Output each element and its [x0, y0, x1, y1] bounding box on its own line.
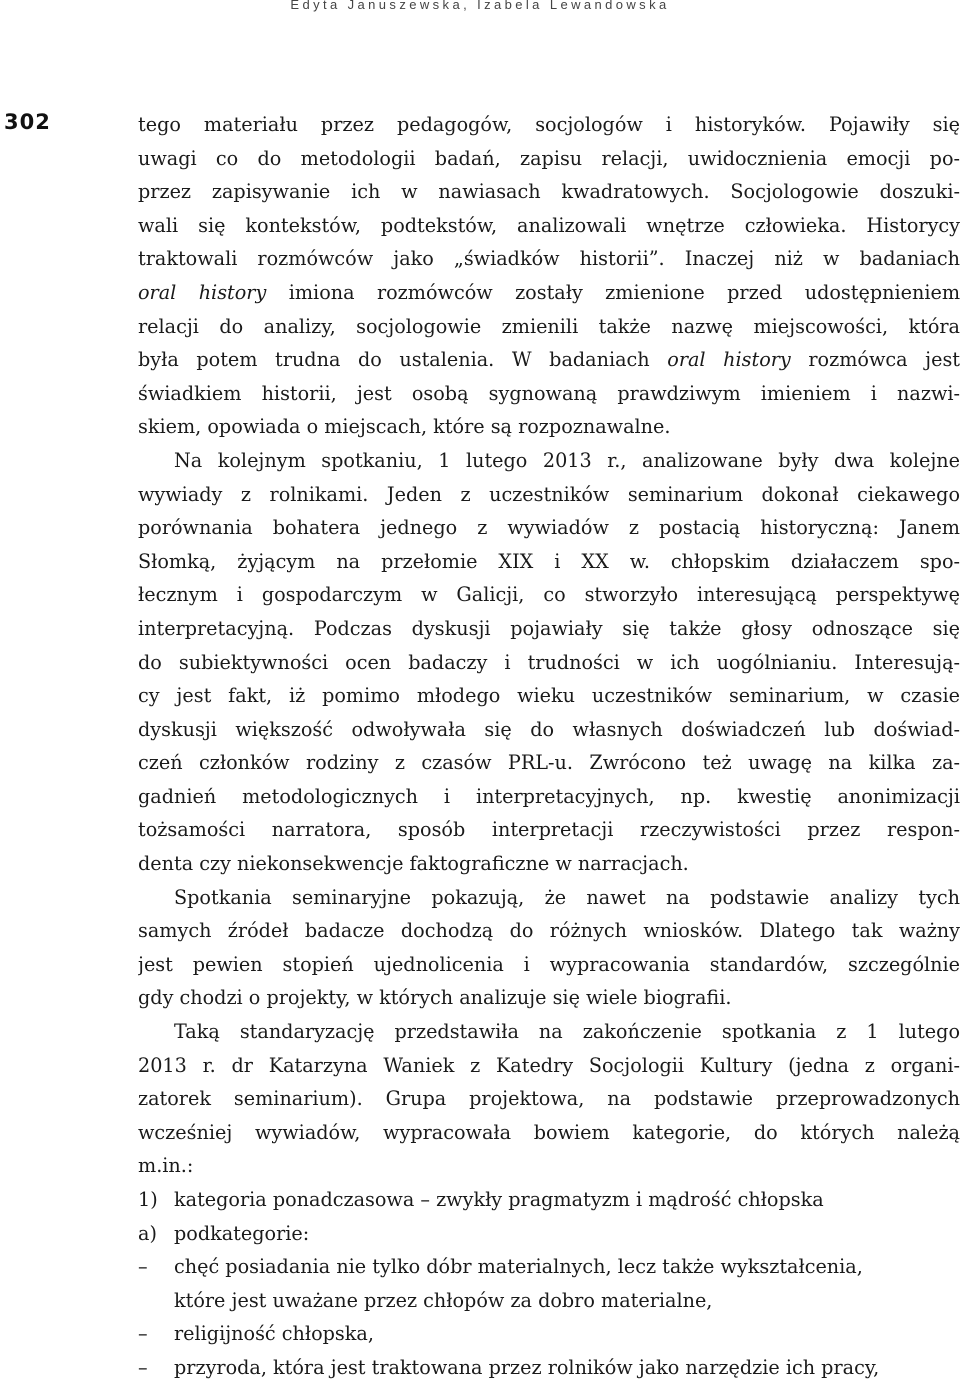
- list-item: [138, 1217, 960, 1251]
- text-line: gadnień metodologicznych i interpretacyjnych, np. kwestię anonimizacji: [138, 784, 960, 808]
- text-segment: rozmówca jest: [790, 348, 960, 372]
- text-line: skiem, opowiada o miejscach, które są rozpoznawalne.: [138, 415, 671, 439]
- text-line: Taką standaryzację przedstawiła na zakończenie spotkania z 1 lutego: [174, 1020, 960, 1044]
- list-item: [138, 1284, 960, 1318]
- list-item-text: przyroda, która jest traktowana przez rolników jako narzędzie ich pracy,: [174, 1355, 880, 1379]
- text-line: wali się kontekstów, podtekstów, analizowali wnętrze człowieka. Historycy: [138, 213, 960, 237]
- text-line: czeń członków rodziny z czasów PRL-u. Zwrócono też uwagę na kilka za-: [138, 751, 960, 775]
- list-item: [138, 1351, 960, 1385]
- text-line: [138, 343, 960, 377]
- list-marker: –: [138, 1255, 148, 1279]
- list-marker: a): [138, 1221, 157, 1245]
- text-line: tego materiału przez pedagogów, socjologów i historyków. Pojawiły się: [138, 113, 960, 136]
- text-line: do subiektywności ocen badaczy i trudności w ich uogólnianiu. Interesują-: [138, 650, 960, 674]
- text-line: łecznym i gospodarczym w Galicji, co stworzyło interesującą perspektywę: [138, 583, 960, 607]
- text-line: traktowali rozmówców jako „świadków historii”. Inaczej niż w badaniach: [138, 247, 960, 271]
- running-head: [0, 0, 960, 36]
- text-line: dyskusji większość odwoływała się do własnych doświadczeń lub doświad-: [138, 717, 960, 741]
- text-segment: była potem trudna do ustalenia. W badaniach: [138, 348, 668, 372]
- text-line: [138, 276, 960, 310]
- list-item: [138, 1317, 960, 1351]
- text-line: cy jest fakt, iż pomimo młodego wieku uczestników seminarium, w czasie: [138, 684, 960, 708]
- text-line: m.in.:: [138, 1154, 194, 1178]
- text-segment: imiona rozmówców zostały zmienione przed udostępnieniem: [266, 280, 960, 304]
- text-line: relacji do analizy, socjologowie zmienili także nazwę miejscowości, która: [138, 314, 960, 338]
- text-line: 2013 r. dr Katarzyna Waniek z Katedry Socjologii Kultury (jedna z organi-: [138, 1053, 960, 1077]
- list-marker: –: [138, 1322, 148, 1346]
- list-item-text: religijność chłopska,: [174, 1322, 374, 1346]
- body-text: [138, 108, 960, 1385]
- list-marker: –: [138, 1355, 148, 1379]
- text-line: wcześniej wywiadów, wypracowała bowiem kategorie, do których należą: [138, 1120, 960, 1144]
- list-item: [138, 1250, 960, 1284]
- list-item-text: podkategorie:: [174, 1221, 310, 1245]
- text-line: Spotkania seminaryjne pokazują, że nawet na podstawie analizy tych: [174, 885, 960, 909]
- list-item: [138, 1183, 960, 1217]
- text-line: wywiady z rolnikami. Jeden z uczestników seminarium dokonał ciekawego: [138, 482, 960, 506]
- italic-term: oral history: [138, 280, 267, 304]
- list-item-text: kategoria ponadczasowa – zwykły pragmatyzm i mądrość chłopska: [174, 1188, 824, 1211]
- text-line: Na kolejnym spotkaniu, 1 lutego 2013 r., analizowane były dwa kolejne: [174, 448, 960, 472]
- text-line: gdy chodzi o projekty, w których analizuje się wiele biografii.: [138, 986, 732, 1010]
- italic-term: oral history: [667, 348, 791, 372]
- text-line: interpretacyjną. Podczas dyskusji pojawiały się także głosy odnoszące się: [138, 616, 960, 640]
- list-item-text: które jest uważane przez chłopów za dobro materialne,: [174, 1288, 713, 1312]
- list-marker: 1): [138, 1188, 158, 1211]
- text-line: samych źródeł badacze dochodzą do różnych wniosków. Dlatego tak ważny: [138, 919, 960, 943]
- text-line: tożsamości narratora, sposób interpretacji rzeczywistości przez respon-: [138, 818, 960, 842]
- text-line: zatorek seminarium). Grupa projektowa, na podstawie przeprowadzonych: [138, 1087, 960, 1111]
- text-line: uwagi co do metodologii badań, zapisu relacji, uwidocznienia emocji po-: [138, 146, 960, 170]
- running-head-text: Edyta Januszewska, Izabela Lewandowska: [290, 0, 670, 12]
- text-line: przez zapisywanie ich w nawiasach kwadratowych. Socjologowie doszuki-: [138, 180, 960, 204]
- text-line: świadkiem historii, jest osobą sygnowaną prawdziwym imieniem i nazwi-: [138, 381, 960, 405]
- text-line: jest pewien stopień ujednolicenia i wypracowania standardów, szczególnie: [138, 952, 960, 976]
- page-number: 302: [4, 110, 51, 134]
- text-line: denta czy niekonsekwencje faktograficzne w narracjach.: [138, 852, 689, 876]
- text-line: Słomką, żyjącym na przełomie XIX i XX w. chłopskim działaczem spo-: [138, 549, 960, 573]
- list-item-text: chęć posiadania nie tylko dóbr materialnych, lecz także wykształcenia,: [174, 1255, 863, 1279]
- text-line: porównania bohatera jednego z wywiadów z postacią historyczną: Janem: [138, 516, 960, 540]
